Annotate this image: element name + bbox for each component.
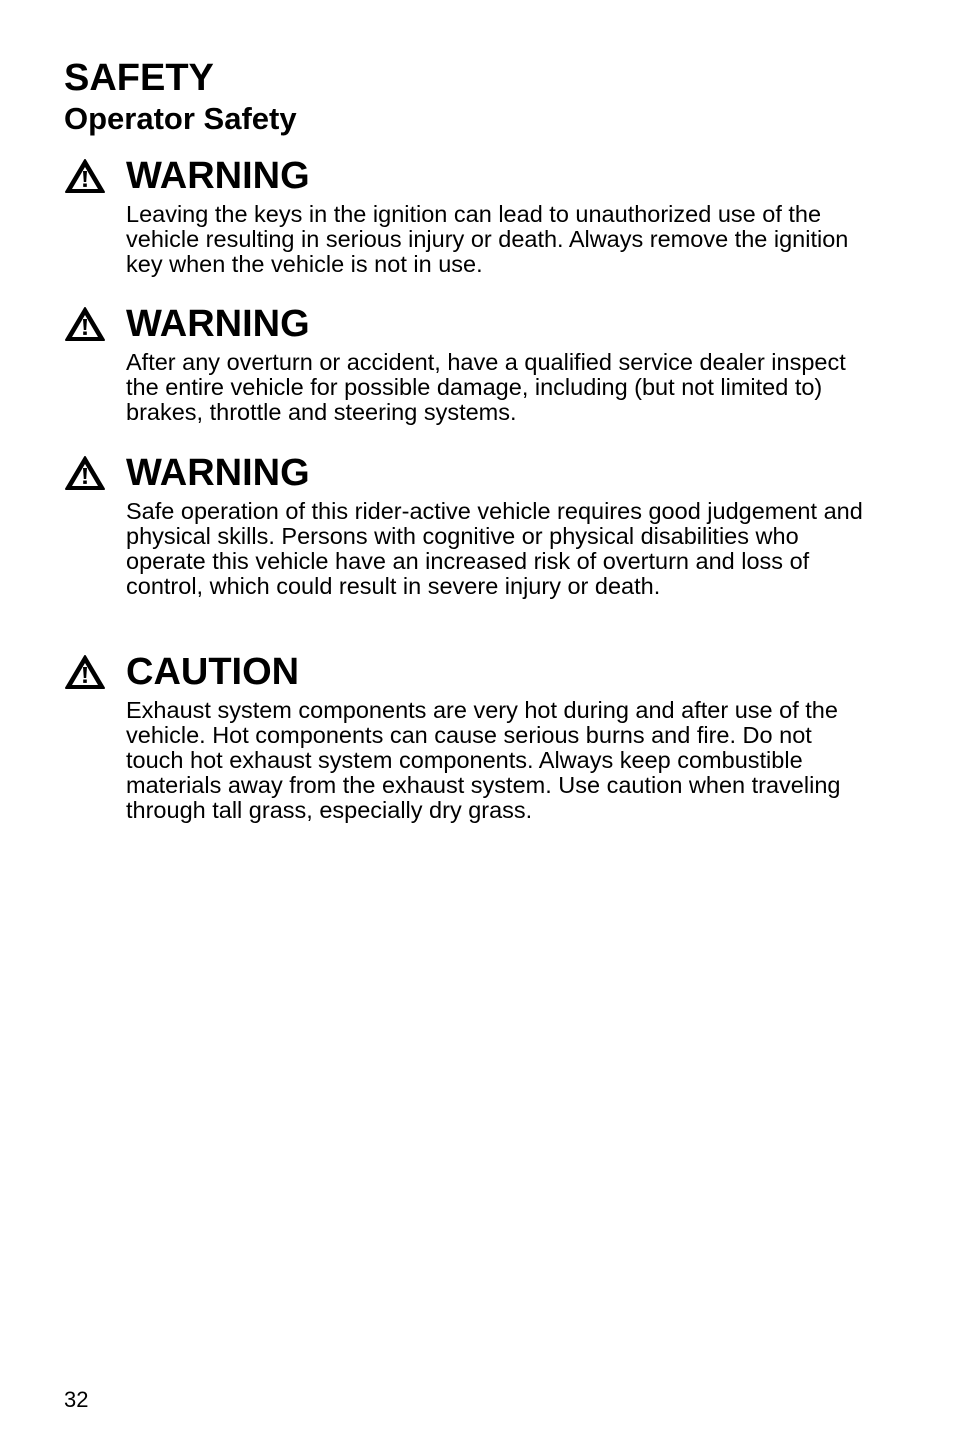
notice-text: Safe operation of this rider-active vehicle requires good judgement and physical skills. Persons with cognitive or physical disabilities who operate this vehicle have an increased risk of overturn and loss of control, which could result in severe injury or death. <box>126 498 863 599</box>
warning-triangle-icon <box>64 158 106 194</box>
notice-title: CAUTION <box>126 651 300 693</box>
warning-triangle-icon <box>64 455 106 491</box>
warning-notice-overturn-inspection <box>64 302 864 425</box>
warning-triangle-icon <box>64 654 106 690</box>
page-subtitle: Operator Safety <box>64 101 297 136</box>
notice-title: WARNING <box>126 452 310 494</box>
notice-heading <box>64 650 864 694</box>
warning-notice-ignition-keys <box>64 154 864 277</box>
notice-heading <box>64 451 864 495</box>
page-title: SAFETY <box>64 57 214 99</box>
notice-text: Exhaust system components are very hot during and after use of the vehicle. Hot components can cause serious burns and fire. Do not touch hot exhaust system components. Always keep combustible materials away from the exhaust system. Use caution when traveling through tall grass, especially dry grass. <box>126 697 841 823</box>
notice-heading <box>64 154 864 198</box>
notice-title: WARNING <box>126 303 310 345</box>
caution-notice-hot-exhaust <box>64 650 864 823</box>
notice-text: After any overturn or accident, have a qualified service dealer inspect the entire vehicle for possible damage, including (but not limited to) brakes, throttle and steering systems. <box>126 349 846 425</box>
notice-heading <box>64 302 864 346</box>
notice-title: WARNING <box>126 155 310 197</box>
notice-text: Leaving the keys in the ignition can lead to unauthorized use of the vehicle resulting in serious injury or death. Always remove the ignition key when the vehicle is not in use. <box>126 201 849 277</box>
warning-triangle-icon <box>64 306 106 342</box>
page-number: 32 <box>64 1387 89 1412</box>
warning-notice-rider-skills <box>64 451 864 599</box>
